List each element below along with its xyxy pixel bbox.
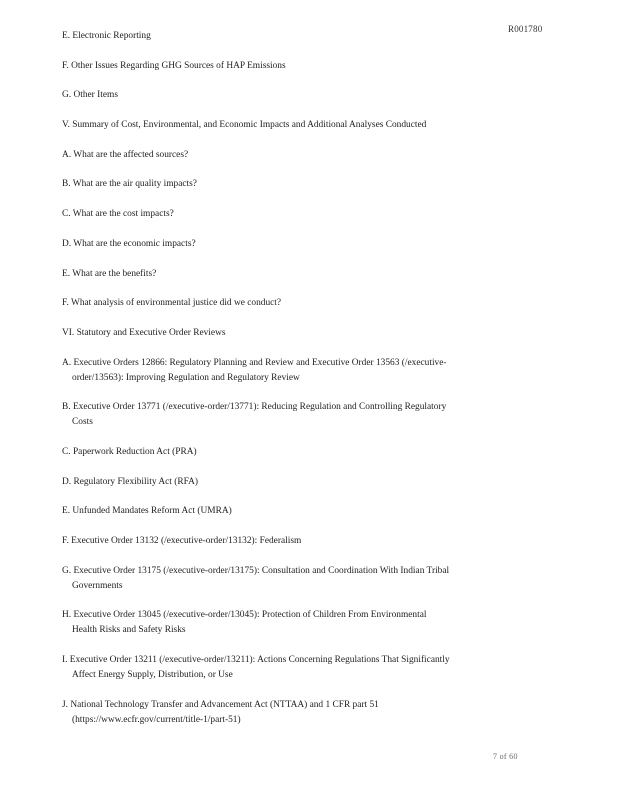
toc-item-text: V. Summary of Cost, Environmental, and Economic Impacts and Additional Analyses Conducted bbox=[62, 120, 427, 131]
toc-item-text: A. What are the affected sources? bbox=[62, 149, 189, 160]
toc-item-text: G. Other Items bbox=[62, 90, 118, 101]
toc-item[interactable] bbox=[62, 148, 492, 163]
toc-item-text: E. Unfunded Mandates Reform Act (UMRA) bbox=[62, 506, 232, 517]
toc-item[interactable] bbox=[62, 356, 492, 386]
toc-item[interactable] bbox=[62, 504, 492, 519]
toc-item-text: F. Executive Order 13132 (/executive-order/13132): Federalism bbox=[62, 536, 302, 546]
toc-item-text-continued: Health Risks and Safety Risks bbox=[72, 625, 186, 636]
toc-item[interactable] bbox=[62, 698, 492, 728]
toc-item-text-continued: Affect Energy Supply, Distribution, or Use bbox=[72, 670, 233, 681]
toc-item-text: A. Executive Orders 12866: Regulatory Planning and Review and Executive Order 13563 (/executive- bbox=[62, 357, 447, 368]
toc-item[interactable] bbox=[62, 326, 492, 341]
toc-item-text: C. What are the cost impacts? bbox=[62, 209, 174, 220]
toc-item[interactable] bbox=[62, 445, 492, 460]
toc-item-text: G. Executive Order 13175 (/executive-order/13175): Consultation and Coordination With Indian Tribal bbox=[62, 565, 450, 576]
toc-item[interactable] bbox=[62, 59, 492, 74]
toc-item[interactable] bbox=[62, 296, 492, 311]
toc-item[interactable] bbox=[62, 534, 492, 549]
toc-item[interactable] bbox=[62, 564, 492, 594]
toc-item-text: J. National Technology Transfer and Advancement Act (NTTAA) and 1 CFR part 51 bbox=[62, 699, 379, 710]
toc-item-text-continued: Governments bbox=[72, 580, 123, 591]
toc-item-text-continued: order/13563): Improving Regulation and Regulatory Review bbox=[72, 372, 300, 383]
toc-item[interactable] bbox=[62, 177, 492, 192]
toc-item-text: VI. Statutory and Executive Order Reviews bbox=[62, 327, 226, 338]
toc-item-text: H. Executive Order 13045 (/executive-order/13045): Protection of Children From Environmental bbox=[62, 610, 427, 621]
table-of-contents bbox=[62, 29, 492, 728]
document-id: R001780 bbox=[508, 24, 543, 34]
toc-item[interactable] bbox=[62, 29, 492, 44]
toc-item-text: C. Paperwork Reduction Act (PRA) bbox=[62, 446, 197, 457]
toc-item-text: E. Electronic Reporting bbox=[62, 31, 151, 41]
toc-item[interactable] bbox=[62, 400, 492, 430]
toc-item-text: D. Regulatory Flexibility Act (RFA) bbox=[62, 476, 199, 487]
toc-item-text: B. What are the air quality impacts? bbox=[62, 179, 197, 190]
toc-item[interactable] bbox=[62, 608, 492, 638]
toc-item[interactable] bbox=[62, 207, 492, 222]
toc-item[interactable] bbox=[62, 88, 492, 103]
toc-item[interactable] bbox=[62, 237, 492, 252]
toc-item-text: I. Executive Order 13211 (/executive-order/13211): Actions Concerning Regulations That Significantly bbox=[62, 655, 450, 666]
toc-item[interactable] bbox=[62, 475, 492, 490]
page-number: 7 of 60 bbox=[493, 752, 518, 761]
toc-item[interactable] bbox=[62, 118, 492, 133]
toc-item-text-continued: (https://www.ecfr.gov/current/title-1/part-51) bbox=[72, 714, 241, 725]
toc-item-text: F. Other Issues Regarding GHG Sources of HAP Emissions bbox=[62, 60, 286, 71]
toc-item-text: D. What are the economic impacts? bbox=[62, 238, 196, 249]
toc-item-text: F. What analysis of environmental justice did we conduct? bbox=[62, 298, 282, 309]
toc-item-text: E. What are the benefits? bbox=[62, 268, 157, 279]
toc-item-text: B. Executive Order 13771 (/executive-order/13771): Reducing Regulation and Controlling Regulatory bbox=[62, 402, 447, 413]
toc-item-text-continued: Costs bbox=[72, 417, 93, 428]
toc-item[interactable] bbox=[62, 267, 492, 282]
toc-item[interactable] bbox=[62, 653, 492, 683]
